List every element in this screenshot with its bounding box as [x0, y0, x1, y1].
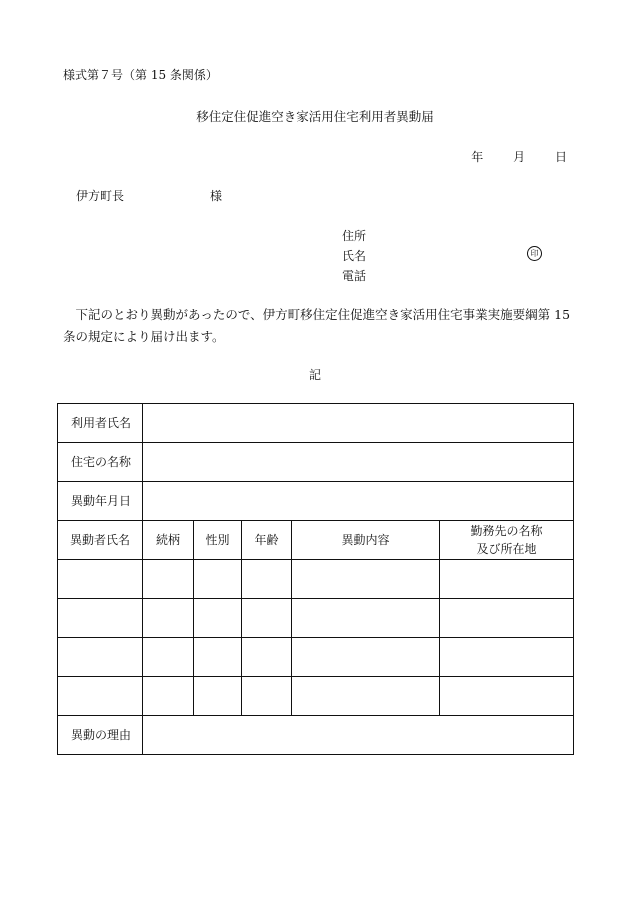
recipient-honorific: 様 [210, 189, 223, 203]
document-title: 移住定住促進空き家活用住宅利用者異動届 [196, 109, 434, 124]
table-cell[interactable] [58, 677, 143, 716]
seal-mark: 印 [527, 246, 542, 261]
table-cell[interactable] [58, 560, 143, 599]
table-cell[interactable] [242, 599, 292, 638]
table-cell[interactable] [440, 560, 574, 599]
table-cell[interactable] [58, 599, 143, 638]
column-header-age: 年齢 [242, 521, 292, 560]
table-row [58, 716, 574, 755]
user-name-field[interactable] [143, 404, 574, 443]
table-row [58, 443, 574, 482]
table-cell[interactable] [292, 677, 440, 716]
house-name-field[interactable] [143, 443, 574, 482]
table-row [58, 677, 574, 716]
table-cell[interactable] [440, 599, 574, 638]
table-cell[interactable] [143, 599, 194, 638]
table-row [58, 482, 574, 521]
table-cell[interactable] [242, 677, 292, 716]
table-header-row [58, 521, 574, 560]
applicant-block [342, 226, 382, 286]
employer-header-line2: 及び所在地 [476, 542, 537, 556]
change-date-label: 異動年月日 [58, 482, 143, 521]
table-cell[interactable] [143, 560, 194, 599]
phone-label: 電話 [342, 269, 367, 283]
recipient [76, 187, 222, 204]
house-name-label: 住宅の名称 [58, 443, 143, 482]
change-report-table [57, 403, 574, 755]
address-label: 住所 [342, 229, 367, 243]
date-line [445, 148, 567, 165]
recipient-mayor: 伊方町長 [76, 189, 125, 203]
table-cell[interactable] [292, 599, 440, 638]
form-number: 様式第７号（第 15 条関係） [63, 68, 218, 82]
ki-heading: 記 [308, 368, 321, 382]
body-text-content: 下記のとおり異動があったので、伊方町移住定住促進空き家活用住宅事業実施要綱第 15 条の規定により届け出ます。 [63, 307, 571, 344]
table-row [58, 560, 574, 599]
table-cell[interactable] [194, 638, 242, 677]
month-label: 月 [513, 150, 526, 164]
reason-field[interactable] [143, 716, 574, 755]
table-cell[interactable] [242, 638, 292, 677]
column-header-change-content: 異動内容 [292, 521, 440, 560]
table-cell[interactable] [143, 638, 194, 677]
table-row [58, 404, 574, 443]
table-cell[interactable] [242, 560, 292, 599]
table-cell[interactable] [194, 599, 242, 638]
day-label: 日 [554, 150, 567, 164]
change-date-field[interactable] [143, 482, 574, 521]
table-cell[interactable] [143, 677, 194, 716]
table-cell[interactable] [292, 560, 440, 599]
table-cell[interactable] [58, 638, 143, 677]
table-row [58, 599, 574, 638]
name-label: 氏名 [342, 249, 367, 263]
table-cell[interactable] [440, 677, 574, 716]
column-header-relation: 続柄 [143, 521, 194, 560]
table-cell[interactable] [440, 638, 574, 677]
column-header-employer [440, 521, 574, 560]
table-cell[interactable] [292, 638, 440, 677]
user-name-label: 利用者氏名 [58, 404, 143, 443]
column-header-name: 異動者氏名 [58, 521, 143, 560]
table-row [58, 638, 574, 677]
column-header-sex: 性別 [194, 521, 242, 560]
year-label: 年 [471, 150, 484, 164]
body-text [63, 304, 573, 348]
employer-header-line1: 勤務先の名称 [470, 524, 543, 538]
reason-label: 異動の理由 [58, 716, 143, 755]
table-cell[interactable] [194, 677, 242, 716]
table-cell[interactable] [194, 560, 242, 599]
